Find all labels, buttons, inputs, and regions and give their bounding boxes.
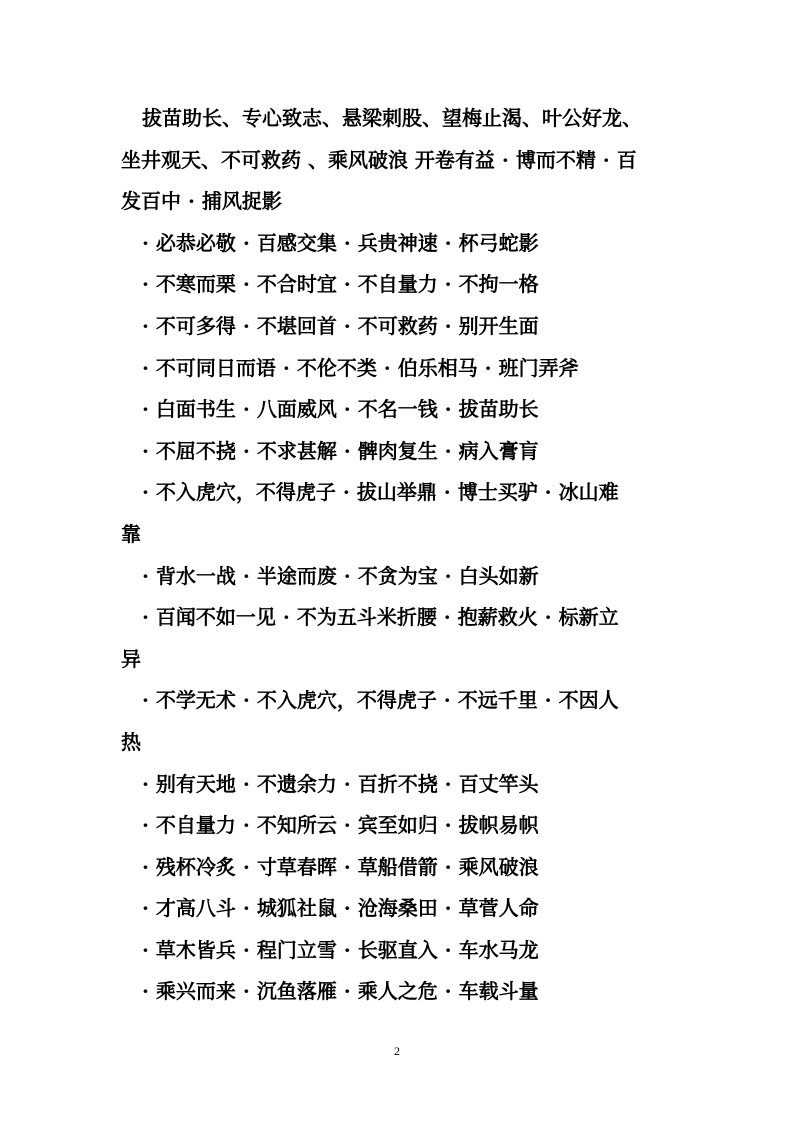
page-number: 2 [394,1044,400,1058]
text-line: · 别有天地 · 不遗余力 · 百折不挠 · 百丈竿头 [142,771,539,796]
text-line: · 乘兴而来 · 沉鱼落雁 · 乘人之危 · 车载斗量 [142,979,539,1004]
text-line: · 不可多得 · 不堪回首 · 不可救药 · 别开生面 [142,313,539,338]
text-line: · 才高八斗 · 城狐社鼠 · 沧海桑田 · 草菅人命 [142,896,539,921]
text-line: · 不学无术 · 不入虎穴，不得虎子 · 不远千里 · 不因人 [142,688,619,713]
text-line: 坐井观天、不可救药 、乘风破浪 开卷有益 · 博而不精 · 百 [121,147,637,172]
text-line: · 不自量力 · 不知所云 · 宾至如归 · 拔帜易帜 [142,813,539,838]
text-line: · 背水一战 · 半途而废 · 不贪为宝 · 白头如新 [142,563,539,588]
text-line: 发百中 · 捕风捉影 [121,189,282,214]
text-line: · 不可同日而语 · 不伦不类 · 伯乐相马 · 班门弄斧 [142,355,579,380]
text-line: · 白面书生 · 八面威风 · 不名一钱 · 拔苗助长 [142,397,539,422]
text-line: · 必恭必敬 · 百感交集 · 兵贵神速 · 杯弓蛇影 [142,230,539,255]
text-line: 热 [121,729,141,754]
text-line: · 不寒而栗 · 不合时宜 · 不自量力 · 不拘一格 [142,272,539,297]
text-line: 拔苗助长、专心致志、悬梁刺股、望梅止渴、叶公好龙、 [142,106,642,130]
text-line: 靠 [121,521,141,546]
text-line: · 残杯冷炙 · 寸草春晖 · 草船借箭 · 乘风破浪 [142,854,539,879]
text-line: · 百闻不如一见 · 不为五斗米折腰 · 抱薪救火 · 标新立 [142,605,619,630]
text-line: 异 [121,646,141,671]
text-line: · 草木皆兵 · 程门立雪 · 长驱直入 · 车水马龙 [142,937,539,962]
text-line: · 不屈不挠 · 不求甚解 · 髀肉复生 · 病入膏肓 [142,438,539,463]
idiom-text-block [121,98,696,1013]
text-line: · 不入虎穴，不得虎子 · 拔山举鼎 · 博士买驴 · 冰山难 [142,480,619,505]
